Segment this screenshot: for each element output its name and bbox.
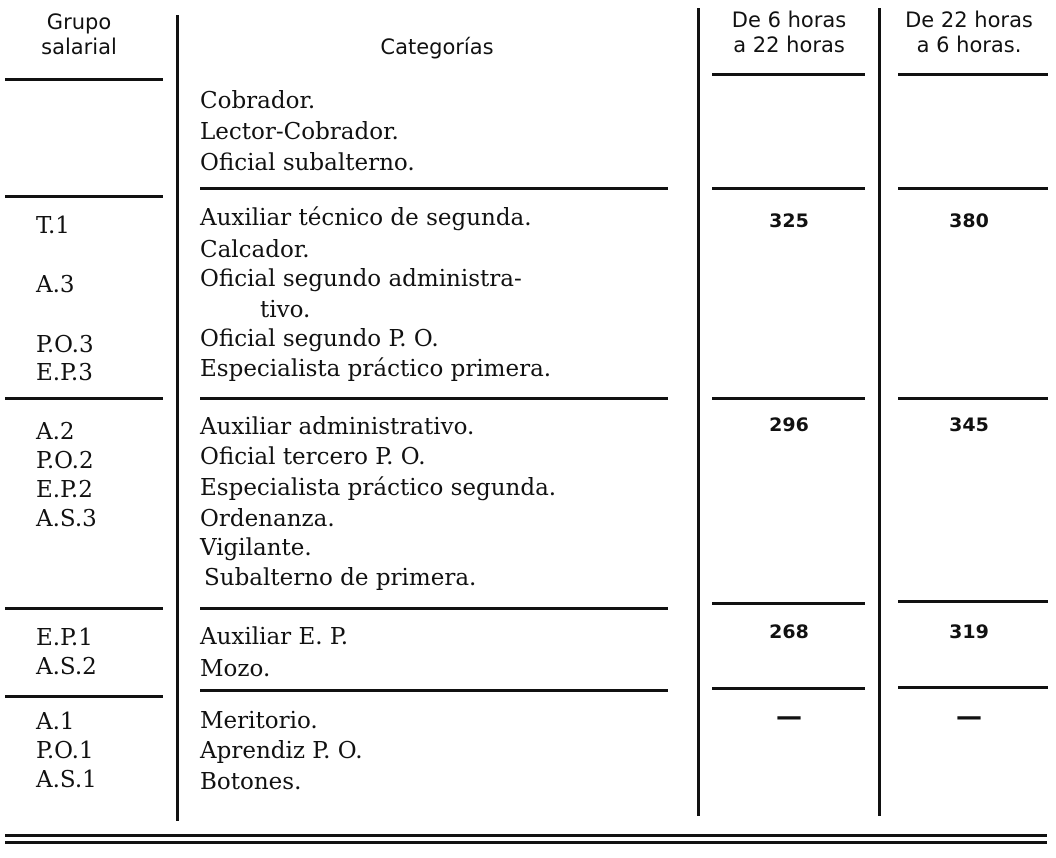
header-dia <box>702 8 876 58</box>
header-grupo-line1: Grupo <box>46 10 112 34</box>
row-divider-1-left <box>5 195 163 198</box>
category-item: Auxiliar E. P. <box>200 624 349 650</box>
row-divider-3-cat <box>200 607 668 610</box>
header-noche <box>882 8 1056 58</box>
group-item: A.3 <box>36 272 75 298</box>
group-item: E.P.3 <box>36 360 93 386</box>
group-item: P.O.1 <box>36 738 94 764</box>
row-divider-4-cat <box>200 689 668 692</box>
row-2-night-value: 380 <box>949 210 989 232</box>
category-item: Cobrador. <box>200 88 316 114</box>
group-item: P.O.2 <box>36 448 94 474</box>
row-divider-4-left <box>5 695 163 698</box>
row-divider-3-left <box>5 607 163 610</box>
row-3-day-value: 296 <box>769 414 809 436</box>
group-item: A.1 <box>36 709 75 735</box>
category-item: Aprendiz P. O. <box>200 738 363 764</box>
row-4-day-value: 268 <box>769 621 809 643</box>
group-item: E.P.2 <box>36 477 93 503</box>
category-item: Oficial tercero P. O. <box>200 444 426 470</box>
row-3-night-value: 345 <box>949 414 989 436</box>
row-divider-2-day <box>712 397 865 400</box>
header-noche-line2: a 6 horas. <box>916 33 1022 57</box>
group-item: A.S.2 <box>36 654 97 680</box>
category-item: Auxiliar administrativo. <box>200 414 475 440</box>
column-divider-categories <box>697 8 700 816</box>
row-divider-4-night <box>898 686 1048 689</box>
row-2-day-value: 325 <box>769 210 809 232</box>
group-item: P.O.3 <box>36 332 94 358</box>
category-item: Calcador. <box>200 237 310 263</box>
group-item: A.S.1 <box>36 767 97 793</box>
category-item: Subalterno de primera. <box>204 565 477 591</box>
category-item: Oficial segundo administra- <box>200 266 522 292</box>
header-rule-group <box>5 78 163 81</box>
row-4-night-value: 319 <box>949 621 989 643</box>
header-dia-line2: a 22 horas <box>733 33 845 57</box>
group-item: A.S.3 <box>36 506 97 532</box>
row-divider-2-night <box>898 397 1048 400</box>
header-rule-day <box>712 73 865 76</box>
header-grupo-line2: salarial <box>41 35 117 59</box>
column-divider-day <box>878 8 881 816</box>
group-item: T.1 <box>36 213 70 239</box>
row-5-day-value: — <box>776 702 802 732</box>
bottom-rule-upper <box>5 834 1047 837</box>
category-item: Lector-Cobrador. <box>200 119 399 145</box>
bottom-rule-lower <box>5 841 1047 844</box>
category-item: Ordenanza. <box>200 506 335 532</box>
category-item: Mozo. <box>200 656 271 682</box>
header-dia-line1: De 6 horas <box>731 8 847 32</box>
row-divider-2-left <box>5 397 163 400</box>
row-divider-3-night <box>898 600 1048 603</box>
category-item: Meritorio. <box>200 708 318 734</box>
group-item: E.P.1 <box>36 625 93 651</box>
category-item: Oficial subalterno. <box>200 150 415 176</box>
category-item: Especialista práctico primera. <box>200 356 552 382</box>
category-item: Auxiliar técnico de segunda. <box>200 205 532 231</box>
category-item: Botones. <box>200 769 302 795</box>
header-grupo-salarial <box>4 10 154 60</box>
row-divider-2-cat <box>200 397 668 400</box>
category-item: tivo. <box>260 297 311 323</box>
header-categorias: Categorías <box>380 35 494 59</box>
row-divider-1-day <box>712 187 865 190</box>
category-item: Especialista práctico segunda. <box>200 475 557 501</box>
category-item: Oficial segundo P. O. <box>200 326 439 352</box>
column-divider-group <box>176 15 179 821</box>
header-noche-line1: De 22 horas <box>905 8 1033 32</box>
header-rule-night <box>898 73 1048 76</box>
row-5-night-value: — <box>956 702 982 732</box>
row-divider-4-day <box>712 687 865 690</box>
group-item: A.2 <box>36 419 75 445</box>
row-divider-1-cat <box>200 187 668 190</box>
row-divider-3-day <box>712 602 865 605</box>
row-divider-1-night <box>898 187 1048 190</box>
category-item: Vigilante. <box>200 535 312 561</box>
